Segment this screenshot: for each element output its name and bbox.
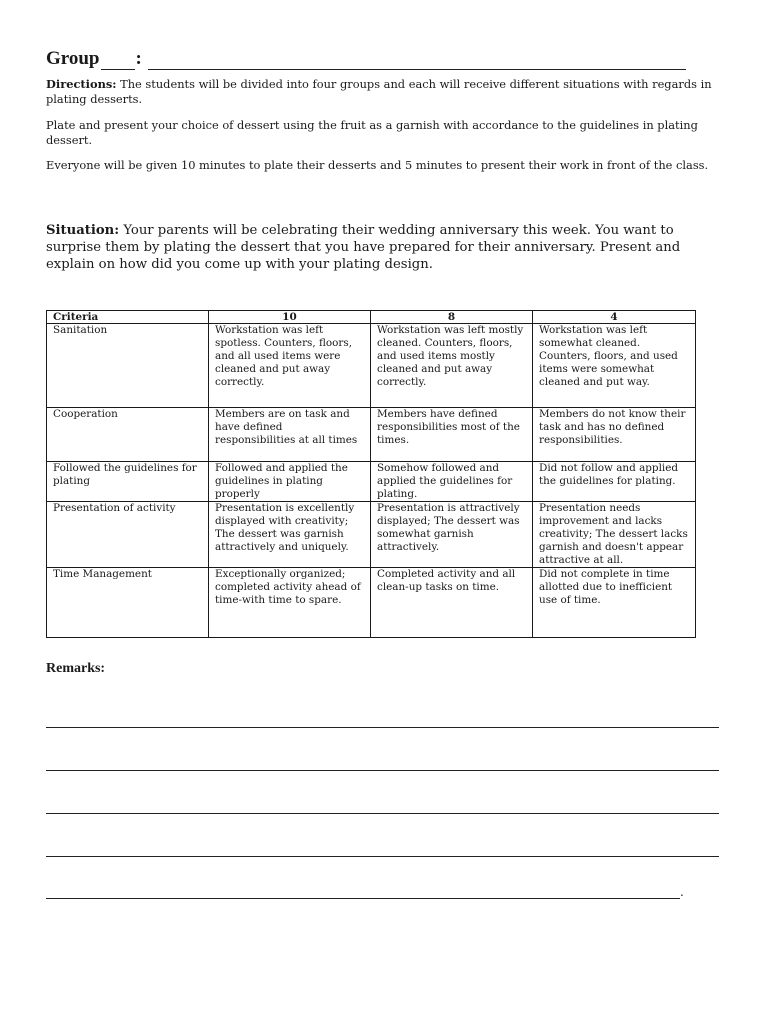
score-10-cell: Exceptionally organized; completed activity ahead of time-with time to spare. xyxy=(209,568,371,638)
header-score-8: 8 xyxy=(371,311,533,324)
score-4-cell: Did not complete in time allotted due to inefficient use of time. xyxy=(533,568,696,638)
criteria-cell: Time Management xyxy=(47,568,209,638)
directions-label: Directions: xyxy=(46,77,117,91)
score-8-cell: Completed activity and all clean-up tasks on time. xyxy=(371,568,533,638)
remarks-line-4[interactable] xyxy=(46,856,719,857)
table-row xyxy=(47,502,696,568)
situation-label: Situation: xyxy=(46,223,120,238)
directions-text: The students will be divided into four groups and each will receive different situations with regards in plating desserts. xyxy=(46,77,712,106)
group-line xyxy=(46,44,686,70)
score-10-cell: Workstation was left spotless. Counters, floors, and all used items were cleaned and put away correctly. xyxy=(209,324,371,408)
score-8-cell: Members have defined responsibilities most of the times. xyxy=(371,408,533,462)
table-row xyxy=(47,568,696,638)
score-10-cell: Followed and applied the guidelines in plating properly xyxy=(209,462,371,502)
table-row xyxy=(47,462,696,502)
score-8-cell: Workstation was left mostly cleaned. Counters, floors, and used items mostly cleaned and put away correctly. xyxy=(371,324,533,408)
rubric-header-row xyxy=(47,311,696,324)
time-instructions: Everyone will be given 10 minutes to plate their desserts and 5 minutes to present their work in front of the class. xyxy=(46,158,709,172)
group-colon: : xyxy=(135,48,142,69)
situation-paragraph xyxy=(46,222,714,273)
group-label: Group xyxy=(46,48,100,69)
plate-instructions: Plate and present your choice of dessert using the fruit as a garnish with accordance to the guidelines in plating dessert. xyxy=(46,118,698,147)
remarks-line-1[interactable] xyxy=(46,727,719,728)
remarks-label: Remarks: xyxy=(46,661,106,676)
remarks-line-5[interactable] xyxy=(46,898,680,899)
remarks-line-3[interactable] xyxy=(46,813,719,814)
header-score-10: 10 xyxy=(209,311,371,324)
table-row xyxy=(47,324,696,408)
score-8-cell: Presentation is attractively displayed; The dessert was somewhat garnish attractively. xyxy=(371,502,533,568)
situation-text: Your parents will be celebrating their wedding anniversary this week. You want to surprise them by plating the dessert that you have prepared for their anniversary. Present and explain on how did you come up with your plating design. xyxy=(46,223,681,272)
group-name-blank[interactable] xyxy=(148,49,686,70)
directions-paragraph xyxy=(46,77,716,107)
score-10-cell: Members are on task and have defined responsibilities at all times xyxy=(209,408,371,462)
rubric-table xyxy=(46,310,696,638)
score-8-cell: Somehow followed and applied the guidelines for plating. xyxy=(371,462,533,502)
header-criteria: Criteria xyxy=(47,311,209,324)
header-score-4: 4 xyxy=(533,311,696,324)
group-number-blank[interactable] xyxy=(101,49,135,70)
remarks-line-2[interactable] xyxy=(46,770,719,771)
remarks-end-mark: . xyxy=(680,885,684,899)
score-10-cell: Presentation is excellently displayed with creativity; The dessert was garnish attractively and uniquely. xyxy=(209,502,371,568)
score-4-cell: Workstation was left somewhat cleaned. Counters, floors, and used items were somewhat cleaned and put way. xyxy=(533,324,696,408)
criteria-cell: Cooperation xyxy=(47,408,209,462)
score-4-cell: Presentation needs improvement and lacks creativity; The dessert lacks garnish and doesn't appear attractive at all. xyxy=(533,502,696,568)
score-4-cell: Members do not know their task and has no defined responsibilities. xyxy=(533,408,696,462)
criteria-cell: Sanitation xyxy=(47,324,209,408)
criteria-cell: Presentation of activity xyxy=(47,502,209,568)
score-4-cell: Did not follow and applied the guidelines for plating. xyxy=(533,462,696,502)
criteria-cell: Followed the guidelines for plating xyxy=(47,462,209,502)
table-row xyxy=(47,408,696,462)
